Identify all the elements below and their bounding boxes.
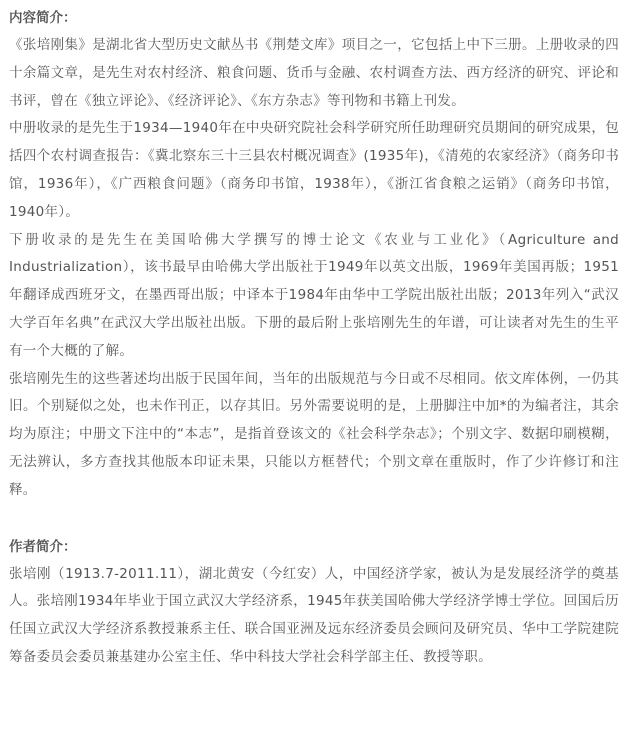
author-intro-paragraph: 张培刚（1913.7-2011.11），湖北黄安（今红安）人，中国经济学家，被认为是发展经济学的奠基人。张培刚1934年毕业于国立武汉大学经济系，1945年获美国哈佛大学经济学博士学位。回国后历任国立武汉大学经济系教授兼系主任、联合国亚洲及远东经济委员会顾问及研究员、华中工学院建院筹备委员会委员兼基建办公室主任、华中科技大学社会科学部主任、教授等职。 bbox=[9, 565, 619, 665]
content-intro-paragraph: 张培刚先生的这些著述均出版于民国年间，当年的出版规范与今日或不尽相同。依文库体例，一仍其旧。个别疑似之处，也未作刊正，以存其旧。另外需要说明的是，上册脚注中加*的为编者注，其余均为原注；中册文下注中的“本志”，是指首登该文的《社会科学杂志》；个别文字、数据印刷模糊，无法辨认，多方查找其他版本印证未果，只能以方框替代；个别文章在重版时，作了少许修订和注释。 bbox=[9, 370, 619, 498]
author-intro-section bbox=[9, 533, 619, 672]
content-intro-heading: 内容简介： bbox=[9, 10, 77, 26]
author-intro-heading: 作者简介： bbox=[9, 538, 77, 555]
content-intro-section bbox=[9, 4, 619, 505]
content-intro-paragraph: 《张培刚集》是湖北省大型历史文献丛书《荆楚文库》项目之一，它包括上中下三册。上册收录的四十余篇文章，是先生对农村经济、粮食问题、货币与金融、农村调查方法、西方经济的研究、评论和书评，曾在《独立评论》、《经济评论》、《东方杂志》等刊物和书籍上刊发。 bbox=[9, 37, 619, 109]
section-divider bbox=[9, 505, 619, 533]
content-intro-paragraph: 中册收录的是先生于1934—1940年在中央研究院社会科学研究所任助理研究员期间的研究成果，包括四个农村调查报告：《冀北察东三十三县农村概况调查》(1935年)，《清苑的农家经济》（商务印书馆，1936年），《广西粮食问题》（商务印书馆，1938年），《浙江省食粮之运销》（商务印书馆，1940年）。 bbox=[9, 120, 619, 220]
content-intro-paragraph: 下册收录的是先生在美国哈佛大学撰写的博士论文《农业与工业化》（Agriculture and Industrialization），该书最早由哈佛大学出版社于1949年以英文出版，1969年美国再版；1951年翻译成西班牙文，在墨西哥出版；中译本于1984年由华中工学院出版社出版；2013年列入“武汉大学百年名典”在武汉大学出版社出版。下册的最后附上张培刚先生的年谱，可让读者对先生的生平有一个大概的了解。 bbox=[9, 231, 619, 359]
